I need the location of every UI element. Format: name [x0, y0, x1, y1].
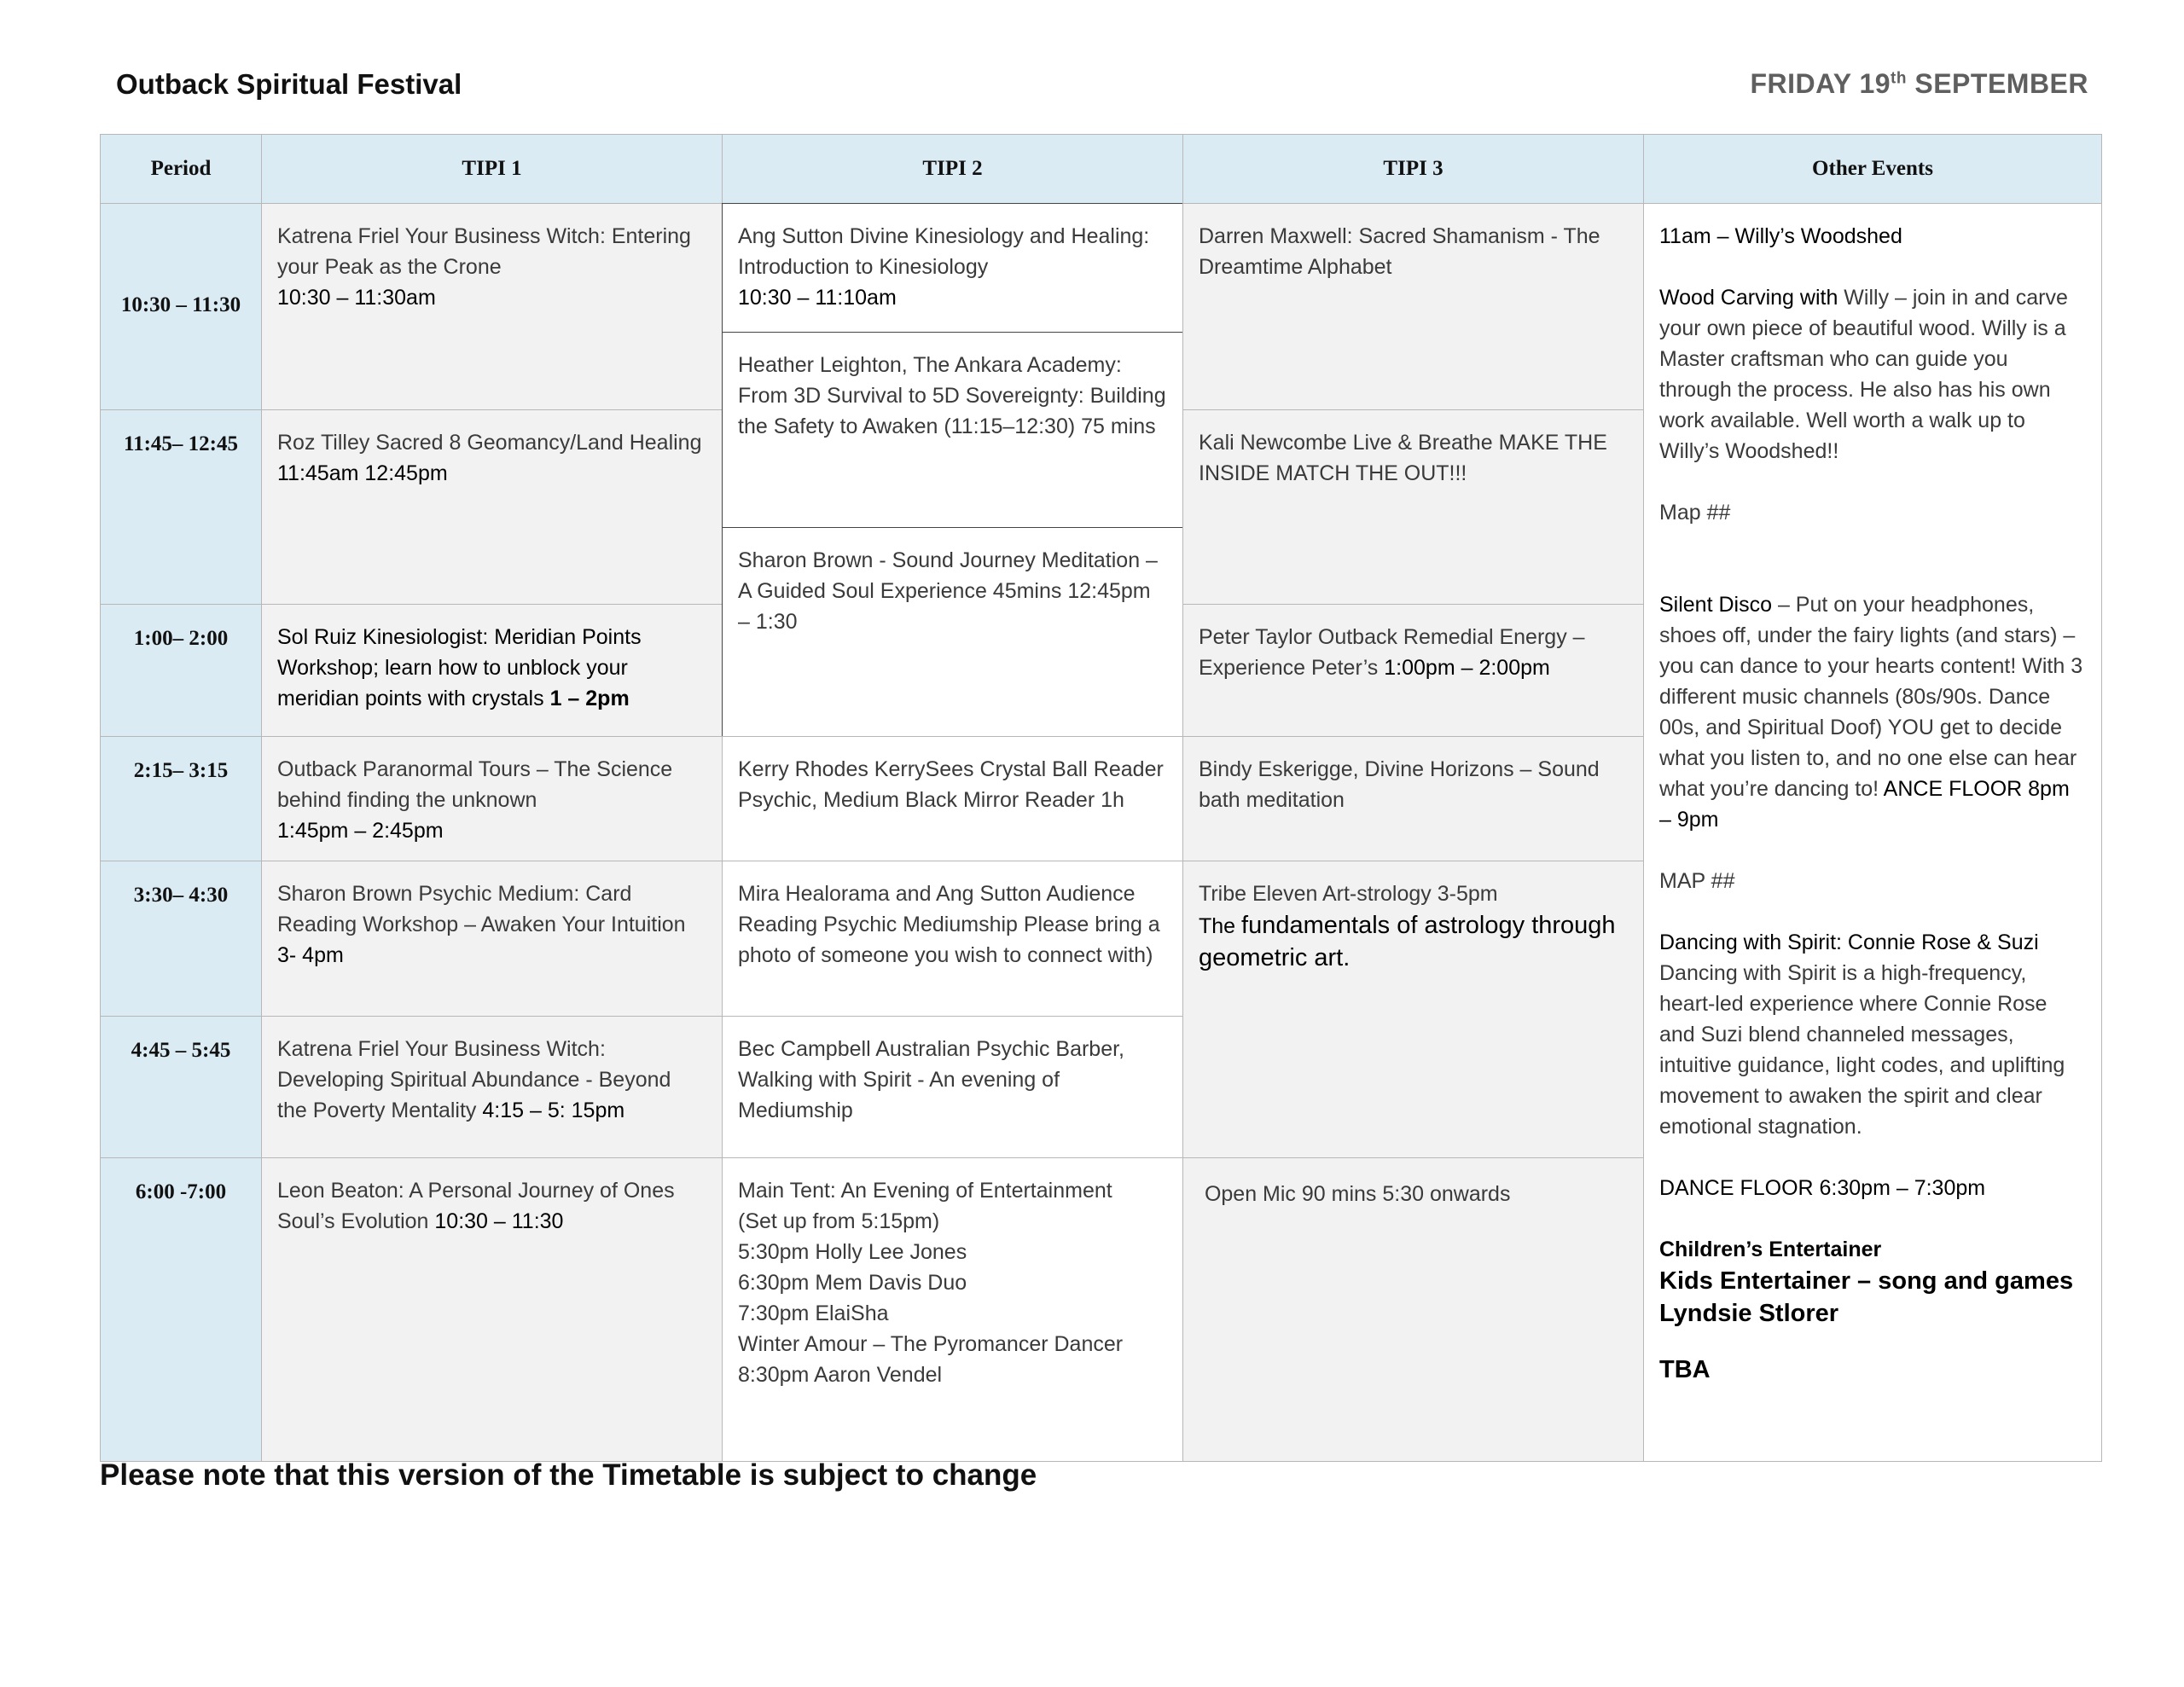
header-period: Period [100, 134, 262, 204]
period-cell: 4:45 – 5:45 [100, 1016, 262, 1158]
tipi1-session: Roz Tilley Sacred 8 Geomancy/Land Healing 11:45am 12:45pm [261, 409, 723, 605]
silent-disco: Silent Disco – Put on your headphones, shoes off, under the fairy lights (and stars) – you can dance to your hearts content! With 3 different music channels (80s/90s. Dance 00s, and Spiritual Doof) YOU get to decide what you listen to, and no one else can hear what you’re dancing to! ANCE FLOOR 8pm – 9pm [1659, 593, 2083, 832]
tipi1-session: Katrena Friel Your Business Witch: Developing Spiritual Abundance - Beyond the Poverty Mentality 4:15 – 5: 15pm [261, 1016, 723, 1158]
header-other-events: Other Events [1643, 134, 2102, 204]
footer-note: Please note that this version of the Timetable is subject to change [100, 1458, 1037, 1492]
tipi3-session: Kali Newcombe Live & Breathe MAKE THE INSIDE MATCH THE OUT!!! [1182, 409, 1644, 605]
header-tipi3: TIPI 3 [1182, 134, 1644, 204]
map-label: MAP ## [1659, 869, 1735, 893]
tipi2-session: Heather Leighton, The Ankara Academy: From 3D Survival to 5D Sovereignty: Building the Safety to Awaken (11:15–12:30) 75 mins [722, 332, 1183, 528]
period-cell: 10:30 – 11:30 [100, 203, 262, 410]
tipi3-session: Darren Maxwell: Sacred Shamanism - The Dreamtime Alphabet [1182, 203, 1644, 410]
period-cell: 2:15– 3:15 [100, 736, 262, 861]
tipi2-entertainment: Main Tent: An Evening of Entertainment (Set up from 5:15pm) 5:30pm Holly Lee Jones 6:30pm Mem Davis Duo 7:30pm ElaiSha Winter Amour – The Pyromancer Dancer 8:30pm Aaron Vendel [722, 1157, 1183, 1462]
date-month: SEPTEMBER [1914, 68, 2088, 99]
tipi1-session: Sharon Brown Psychic Medium: Card Reading Workshop – Awaken Your Intuition 3- 4pm [261, 861, 723, 1017]
willy-description: Wood Carving with Willy – join in and carve your own piece of beautiful wood. Willy is a Master craftsman who can guide you through the process. He also has his own work available. Well worth a walk up to Willy’s Woodshed!! [1659, 286, 2068, 463]
tipi1-session: Katrena Friel Your Business Witch: Entering your Peak as the Crone 10:30 – 11:30am [261, 203, 723, 410]
other-events-cell [1643, 203, 2102, 1462]
tipi1-session: Leon Beaton: A Personal Journey of Ones Soul’s Evolution 10:30 – 11:30 [261, 1157, 723, 1462]
period-cell: 3:30– 4:30 [100, 861, 262, 1017]
festival-title: Outback Spiritual Festival [116, 68, 462, 100]
willy-title: 11am – Willy’s Woodshed [1659, 224, 1902, 248]
timetable [100, 134, 2102, 1462]
tipi3-session: Bindy Eskerigge, Divine Horizons – Sound bath meditation [1182, 736, 1644, 861]
map-label: Map ## [1659, 501, 1731, 525]
tipi2-session: Ang Sutton Divine Kinesiology and Healing: Introduction to Kinesiology 10:30 – 11:10am [722, 203, 1183, 333]
header-tipi2: TIPI 2 [722, 134, 1183, 204]
tba-label: TBA [1659, 1356, 1711, 1383]
dancing-with-spirit: Dancing with Spirit: Connie Rose & Suzi Dancing with Spirit is a high-frequency, heart-led experience where Connie Rose and Suzi blend channeled messages, intuitive guidance, light codes, and uplifting movement to awaken the spirit and clear emotional stagnation. [1659, 930, 2065, 1139]
childrens-entertainer: Children’s Entertainer Kids Entertainer – song and games Lyndsie Stlorer [1659, 1238, 2074, 1327]
tipi1-session: Outback Paranormal Tours – The Science behind finding the unknown 1:45pm – 2:45pm [261, 736, 723, 861]
tipi2-session: Kerry Rhodes KerrySees Crystal Ball Reader Psychic, Medium Black Mirror Reader 1h [722, 736, 1183, 861]
date-suffix: th [1891, 69, 1907, 88]
tipi3-session: Peter Taylor Outback Remedial Energy – Experience Peter’s 1:00pm – 2:00pm [1182, 604, 1644, 737]
period-cell: 11:45– 12:45 [100, 409, 262, 605]
period-cell: 1:00– 2:00 [100, 604, 262, 737]
dance-floor: DANCE FLOOR 6:30pm – 7:30pm [1659, 1176, 1986, 1200]
tipi2-session: Bec Campbell Australian Psychic Barber, Walking with Spirit - An evening of Mediumship [722, 1016, 1183, 1158]
header-tipi1: TIPI 1 [261, 134, 723, 204]
tipi1-session: Sol Ruiz Kinesiologist: Meridian Points Workshop; learn how to unblock your meridian points with crystals 1 – 2pm [261, 604, 723, 737]
date-day: FRIDAY 19 [1750, 68, 1891, 99]
period-cell: 6:00 -7:00 [100, 1157, 262, 1462]
tipi3-session: Open Mic 90 mins 5:30 onwards [1182, 1157, 1644, 1462]
tipi2-session: Sharon Brown - Sound Journey Meditation – A Guided Soul Experience 45mins 12:45pm – 1:30 [722, 527, 1183, 737]
tipi3-session: Tribe Eleven Art-strology 3-5pm The fundamentals of astrology through geometric art. [1182, 861, 1644, 1158]
tipi2-session: Mira Healorama and Ang Sutton Audience Reading Psychic Mediumship Please bring a photo of someone you wish to connect with) [722, 861, 1183, 1017]
event-date [1750, 68, 2088, 100]
